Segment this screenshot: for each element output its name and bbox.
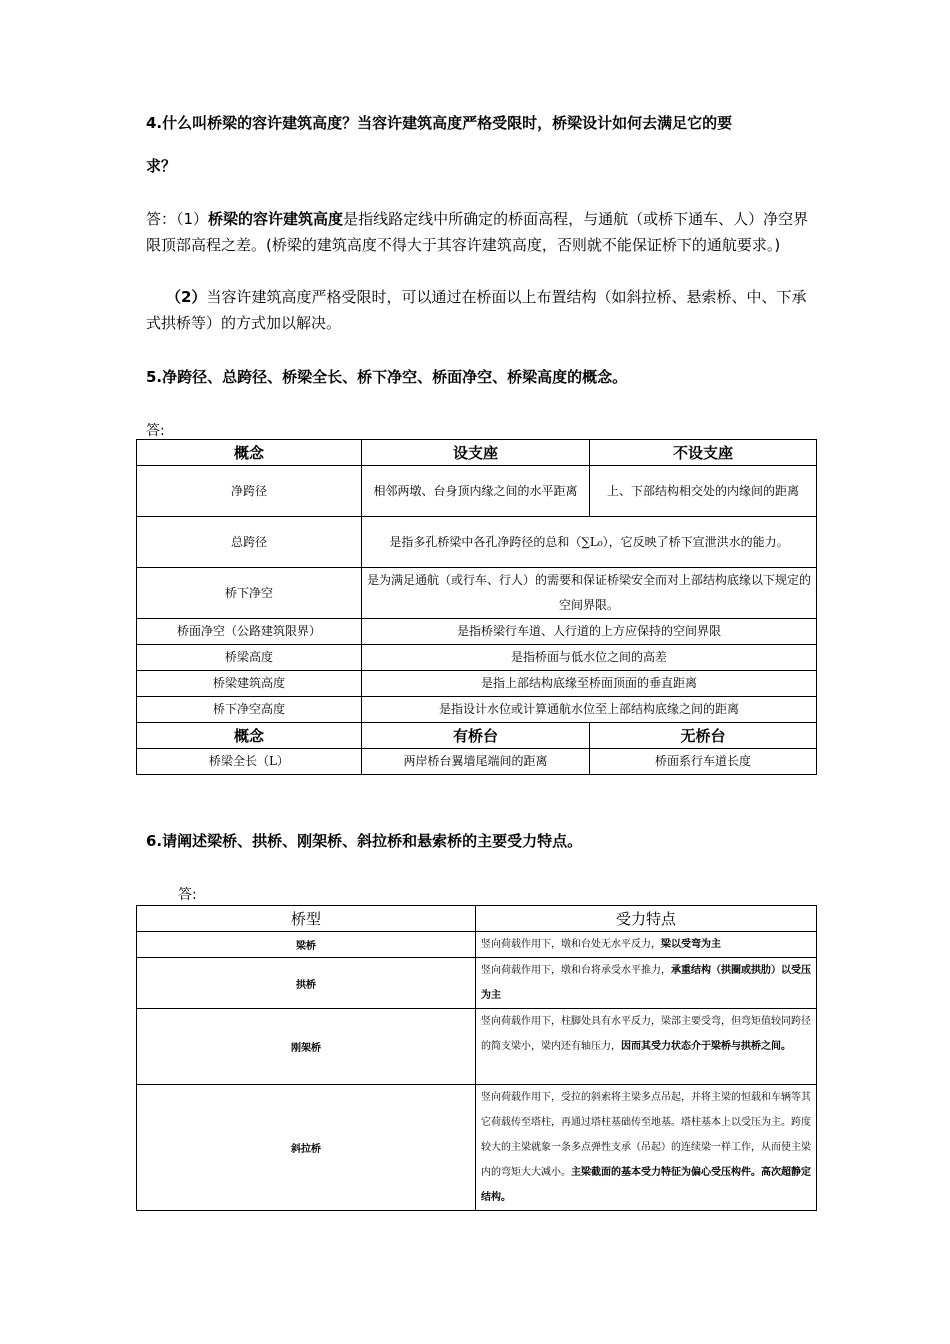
concept-table — [136, 439, 817, 775]
feature-cell — [476, 1009, 817, 1085]
answer-4-part-2 — [146, 284, 814, 336]
question-4-title-cont: 求？ — [146, 157, 177, 175]
answer-4-part-2-num: （2） — [166, 288, 207, 306]
concept-cell: 净跨径 — [137, 466, 362, 517]
table-row — [137, 749, 817, 775]
concept-cell: 总跨径 — [137, 517, 362, 568]
table-row — [137, 517, 817, 568]
concept-cell: 桥梁全长（L） — [137, 749, 362, 775]
definition-cell: 是指设计水位或计算通航水位至上部结构底缘之间的距离 — [362, 697, 817, 723]
answer-5-label: 答: — [146, 423, 165, 439]
feature-cell — [476, 932, 817, 958]
table-row — [137, 1085, 817, 1211]
concept-table-header — [137, 440, 817, 466]
table-row — [137, 619, 817, 645]
definition-cell: 是指桥面与低水位之间的高差 — [362, 645, 817, 671]
concept-cell: 桥下净空 — [137, 568, 362, 619]
header-cell: 桥型 — [137, 906, 476, 932]
feature-bold-text: 梁以受弯为主 — [661, 939, 721, 950]
bridge-type-cell: 刚架桥 — [137, 1009, 476, 1085]
feature-cell — [476, 1085, 817, 1211]
table-row — [137, 697, 817, 723]
feature-cell — [476, 958, 817, 1009]
answer-4-part-1 — [146, 206, 814, 258]
bridge-type-cell: 梁桥 — [137, 932, 476, 958]
definition-cell: 是指上部结构底缘至桥面顶面的垂直距离 — [362, 671, 817, 697]
bridge-type-cell: 斜拉桥 — [137, 1085, 476, 1211]
concept-cell: 桥下净空高度 — [137, 697, 362, 723]
table-row — [137, 932, 817, 958]
header-cell: 不设支座 — [590, 440, 817, 466]
answer-4-term: 桥梁的容许建筑高度 — [208, 210, 344, 228]
feature-text: 竖向荷载作用下，受拉的斜索将主梁多点吊起，并将主梁的恒载和车辆等其它荷载传至塔柱，再通过塔柱基础传至地基。塔柱基本上以受压为主。跨度较大的主梁就象一条多点弹性支承（吊起）的连续梁一样工作，从而使主梁内的弯矩大大减小。 — [481, 1092, 811, 1178]
concept-cell: 桥梁高度 — [137, 645, 362, 671]
feature-bold-text: 承重结构（拱圈或拱肋）以受压为主 — [481, 965, 811, 1001]
concept-cell: 桥梁建筑高度 — [137, 671, 362, 697]
bridge-type-table — [136, 905, 817, 1211]
question-4-title: 4.什么叫桥梁的容许建筑高度？当容许建筑高度严格受限时，桥梁设计如何去满足它的要 — [146, 114, 733, 132]
definition-cell: 是指桥梁行车道、人行道的上方应保持的空间界限 — [362, 619, 817, 645]
question-6-title: 6.请阐述梁桥、拱桥、刚架桥、斜拉桥和悬索桥的主要受力特点。 — [146, 832, 583, 850]
table-row — [137, 645, 817, 671]
concept-table-subheader — [137, 723, 817, 749]
answer-6-label: 答: — [178, 887, 197, 903]
feature-bold-text: 因而其受力状态介于梁桥与拱桥之间。 — [621, 1041, 791, 1052]
bridge-type-table-header — [137, 906, 817, 932]
table-row — [137, 466, 817, 517]
table-row — [137, 1009, 817, 1085]
question-5-title: 5.净跨径、总跨径、桥梁全长、桥下净空、桥面净空、桥梁高度的概念。 — [146, 368, 628, 386]
table-row — [137, 958, 817, 1009]
definition-cell: 桥面系行车道长度 — [590, 749, 817, 775]
answer-4-part-1-text: 是指线路定线中所确定的桥面高程，与通航（或桥下通车、人）净空界限顶部高程之差。(桥梁的建筑高度不得大于其容许建筑高度，否则就不能保证桥下的通航要求。) — [146, 210, 809, 254]
definition-cell: 上、下部结构相交处的内缘间的距离 — [590, 466, 817, 517]
definition-cell: 两岸桥台翼墙尾端间的距离 — [362, 749, 590, 775]
feature-bold-text: 主梁截面的基本受力特征为偏心受压构件。高次超静定结构。 — [481, 1167, 811, 1203]
header-cell: 概念 — [137, 440, 362, 466]
feature-text: 竖向荷载作用下，柱脚处具有水平反力，梁部主要受弯，但弯矩值较同跨径的简支梁小，梁内还有轴压力， — [481, 1016, 811, 1052]
definition-cell: 相邻两墩、台身顶内缘之间的水平距离 — [362, 466, 590, 517]
table-row — [137, 568, 817, 619]
header-cell: 设支座 — [362, 440, 590, 466]
bridge-type-cell: 拱桥 — [137, 958, 476, 1009]
table-row — [137, 671, 817, 697]
concept-cell: 桥面净空（公路建筑限界） — [137, 619, 362, 645]
header-cell: 受力特点 — [476, 906, 817, 932]
answer-4-part-1-prefix: 答：（1） — [146, 210, 209, 228]
definition-cell: 是指多孔桥梁中各孔净跨径的总和（∑L₀），它反映了桥下宣泄洪水的能力。 — [362, 517, 817, 568]
definition-cell: 是为满足通航（或行车、行人）的需要和保证桥梁安全而对上部结构底缘以下规定的空间界限。 — [362, 568, 817, 619]
feature-text: 竖向荷载作用下，墩和台将承受水平推力， — [481, 965, 671, 976]
feature-text: 竖向荷载作用下，墩和台处无水平反力， — [481, 939, 661, 950]
header-cell: 无桥台 — [590, 723, 817, 749]
answer-4-part-2-text: 当容许建筑高度严格受限时，可以通过在桥面以上布置结构（如斜拉桥、悬索桥、中、下承式拱桥等）的方式加以解决。 — [146, 288, 807, 332]
header-cell: 概念 — [137, 723, 362, 749]
header-cell: 有桥台 — [362, 723, 590, 749]
